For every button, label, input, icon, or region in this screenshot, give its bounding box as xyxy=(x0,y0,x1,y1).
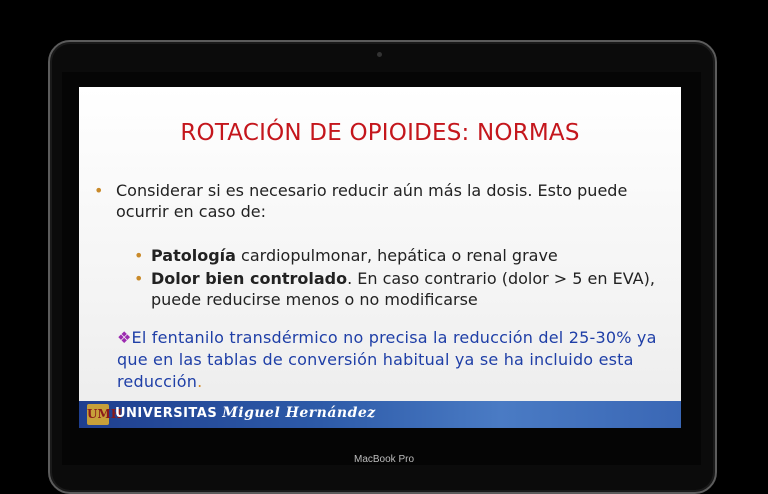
bullet-marker: • xyxy=(134,246,144,265)
sub-bullet-text xyxy=(151,245,676,266)
slide-title: ROTACIÓN DE OPIOIDES: NORMAS xyxy=(180,120,580,146)
main-bullet-text: Considerar si es necesario reducir aún más la dosis. Esto puede ocurrir en caso de: xyxy=(116,181,628,221)
university-name xyxy=(115,405,376,421)
university-logo-icon: UMH xyxy=(87,404,109,425)
sub-bullet-rest: cardiopulmonar, hepática o renal grave xyxy=(235,246,558,265)
note-text: El fentanilo transdérmico no precisa la reducción del 25-30% ya que en las tablas de conversión habitual ya se ha incluido esta reducción xyxy=(117,328,657,391)
sub-bullet-bold: Patología xyxy=(151,246,236,265)
device-label: MacBook Pro xyxy=(353,454,415,465)
presentation-slide xyxy=(79,87,681,428)
camera-icon xyxy=(377,52,382,57)
sub-bullet-text xyxy=(151,268,676,310)
university-footer-banner xyxy=(79,401,681,428)
bullet-marker: • xyxy=(134,269,144,288)
university-script-name: Miguel Hernández xyxy=(222,405,376,421)
sub-bullet-rest: . En caso contrario (dolor > 5 en EVA), puede reducirse menos o no modificarse xyxy=(151,269,655,309)
bullet-marker: • xyxy=(94,181,104,200)
fentanilo-note xyxy=(117,327,677,393)
diamond-bullet-icon: ❖ xyxy=(117,328,132,347)
university-brand: UNIVERSITAS xyxy=(115,406,218,421)
sub-bullet-bold: Dolor bien controlado xyxy=(151,269,348,288)
note-period: . xyxy=(197,372,203,391)
